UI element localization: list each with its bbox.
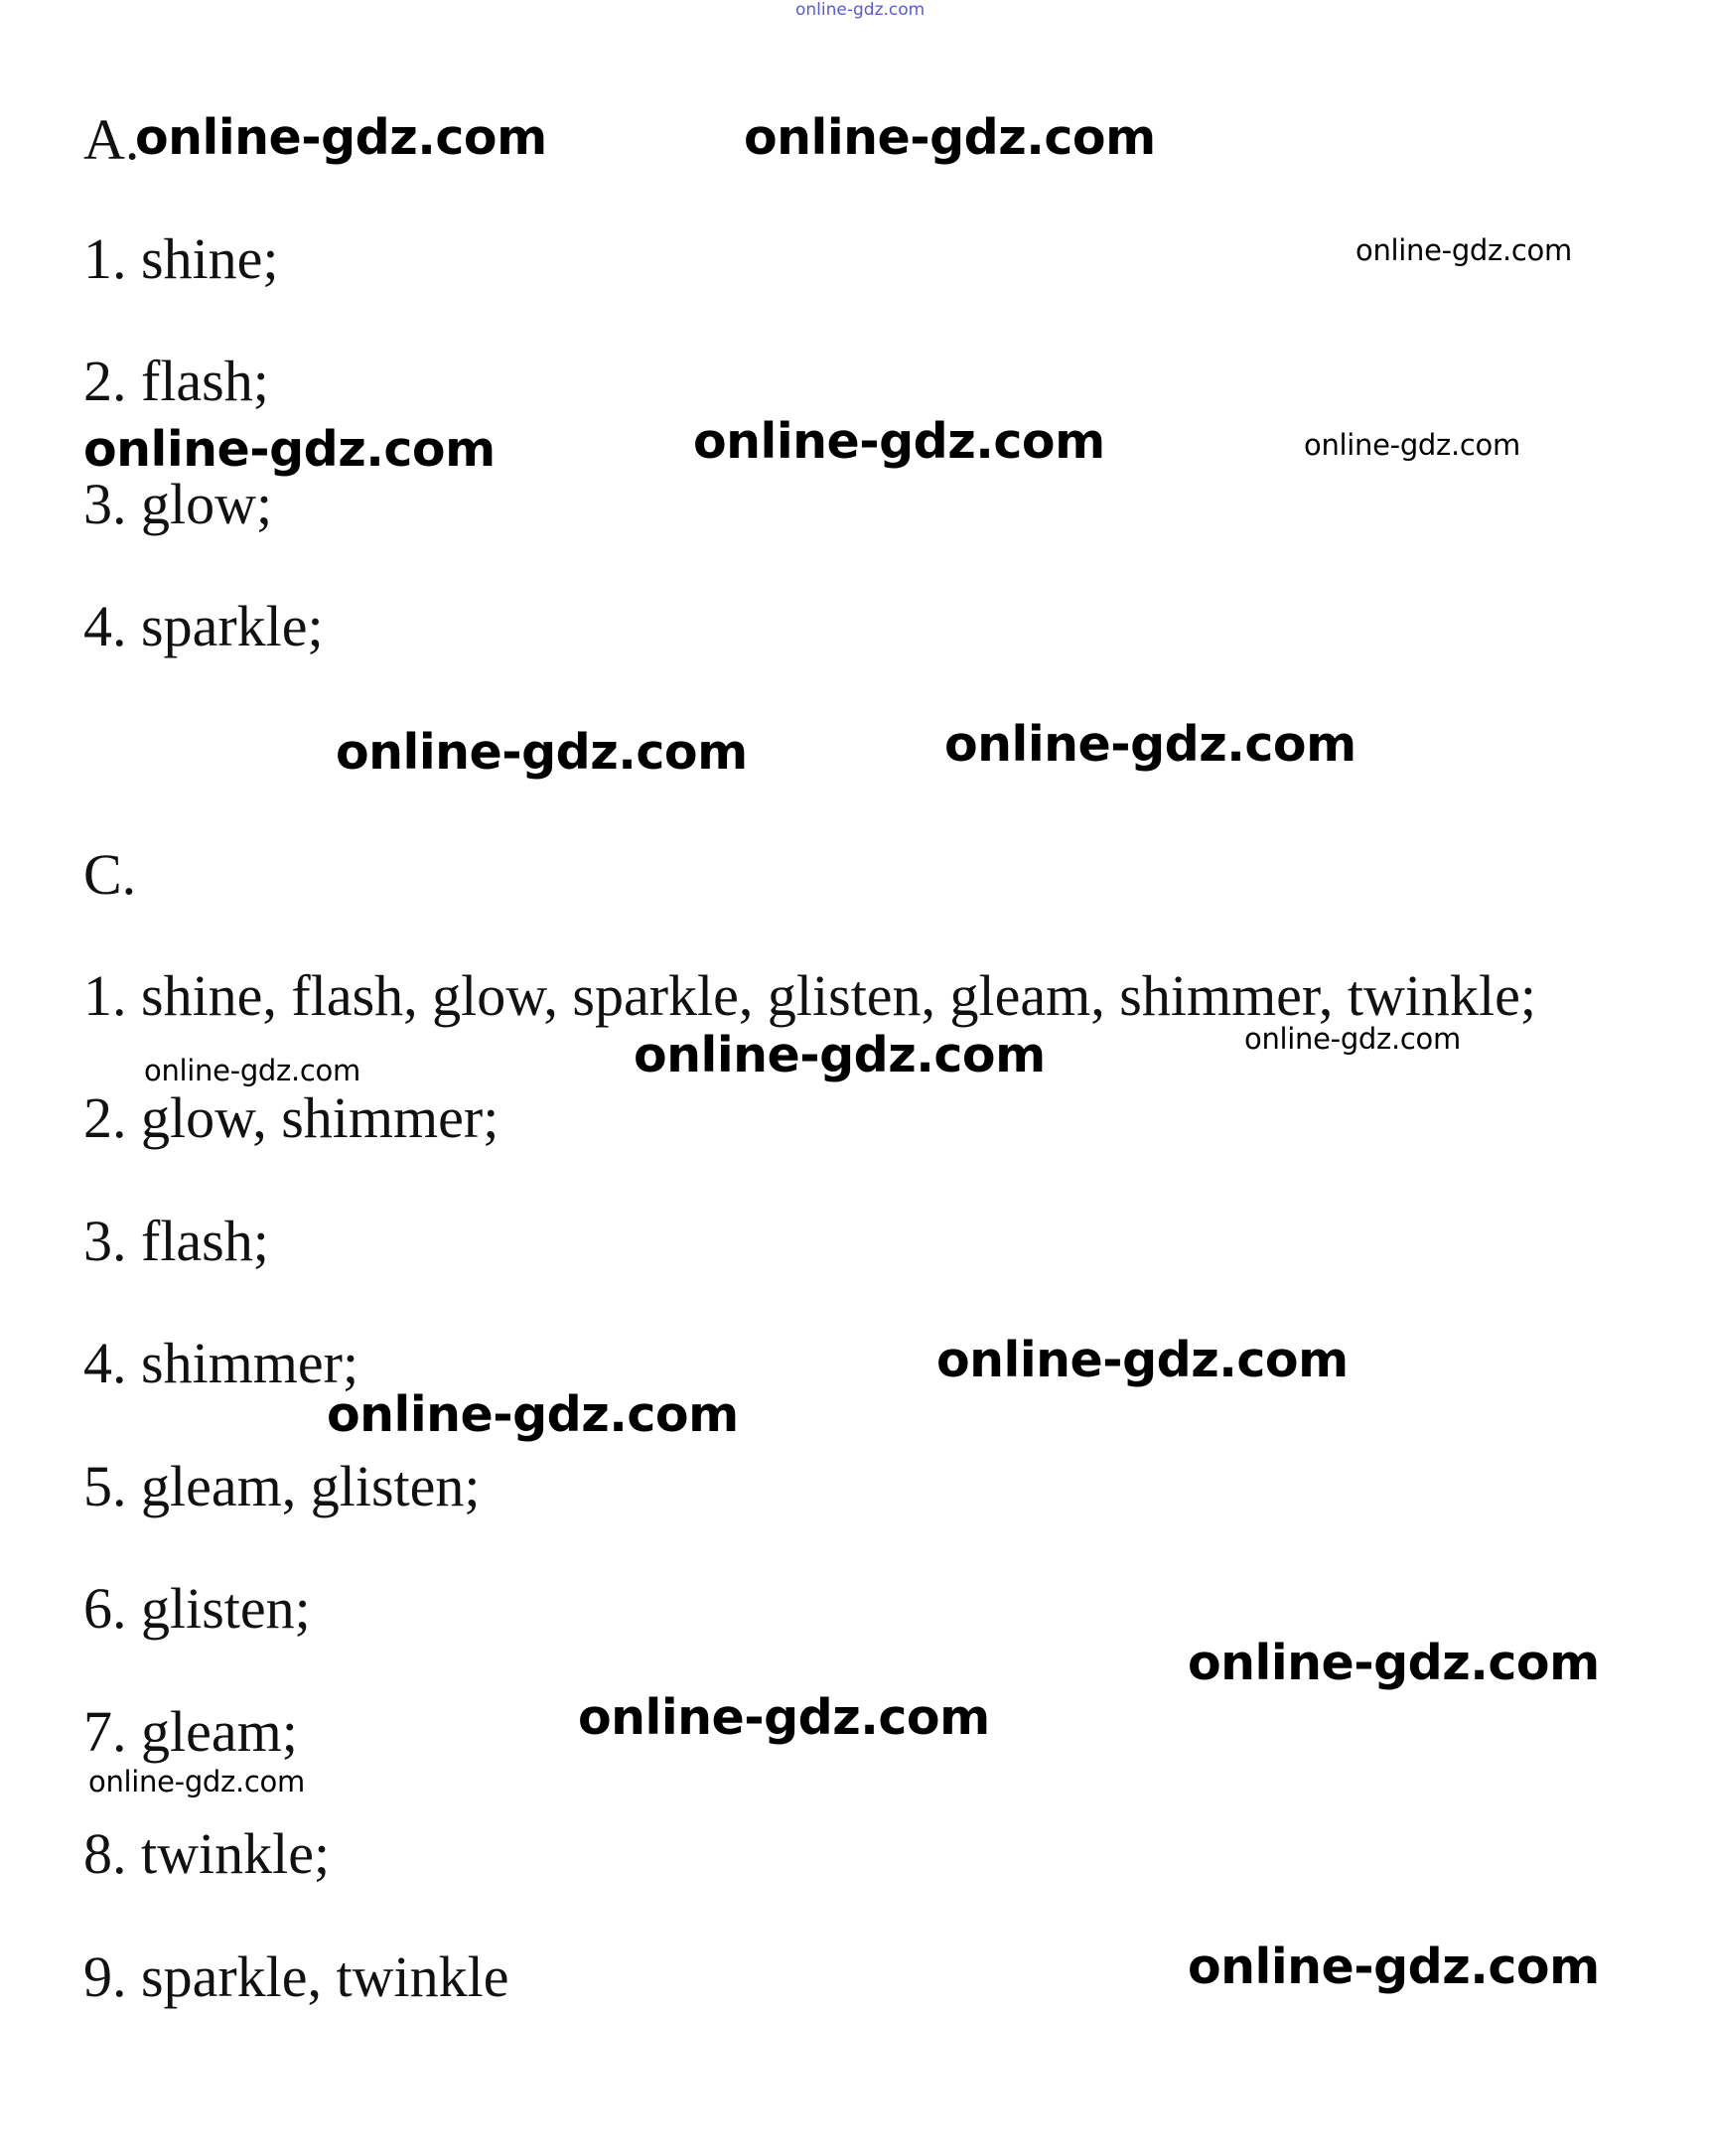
watermark: online-gdz.com xyxy=(744,109,1156,166)
watermark: online-gdz.com xyxy=(336,724,748,781)
section-a-item-4: 4. sparkle; xyxy=(83,594,324,658)
section-c-item-8: 8. twinkle; xyxy=(83,1821,331,1886)
section-c-item-9: 9. sparkle, twinkle xyxy=(83,1944,509,2009)
section-c-item-7: 7. gleam; xyxy=(83,1699,298,1764)
watermark: online-gdz.com xyxy=(1304,428,1520,462)
section-a-item-1: 1. shine; xyxy=(83,226,279,291)
watermark: online-gdz.com xyxy=(83,421,496,478)
section-c-item-4: 4. shimmer; xyxy=(83,1331,359,1395)
watermark: online-gdz.com xyxy=(1188,1635,1600,1691)
section-c-item-1: 1. shine, flash, glow, sparkle, glisten, gleam, shimmer, twinkle; xyxy=(83,963,1536,1028)
section-c-item-2: 2. glow, shimmer; xyxy=(83,1085,499,1150)
section-a-label: A. xyxy=(83,107,140,172)
section-c-item-3: 3. flash; xyxy=(83,1209,269,1273)
watermark: online-gdz.com xyxy=(144,1054,360,1087)
watermark: online-gdz.com xyxy=(693,413,1105,470)
watermark: online-gdz.com xyxy=(135,109,547,166)
watermark: online-gdz.com xyxy=(634,1027,1046,1083)
section-a-item-3: 3. glow; xyxy=(83,472,273,536)
watermark: online-gdz.com xyxy=(1355,233,1572,267)
watermark: online-gdz.com xyxy=(578,1689,990,1746)
watermark: online-gdz.com xyxy=(1244,1022,1461,1056)
section-c-item-5: 5. gleam, glisten; xyxy=(83,1454,481,1518)
watermark-top: online-gdz.com xyxy=(795,0,926,20)
watermark: online-gdz.com xyxy=(1188,1939,1600,1995)
section-a-item-2: 2. flash; xyxy=(83,349,269,413)
watermark: online-gdz.com xyxy=(936,1332,1349,1388)
section-c-label: C. xyxy=(83,842,137,907)
section-c-item-6: 6. glisten; xyxy=(83,1576,311,1641)
watermark: online-gdz.com xyxy=(327,1386,739,1443)
watermark: online-gdz.com xyxy=(944,716,1356,773)
watermark: online-gdz.com xyxy=(88,1765,305,1798)
